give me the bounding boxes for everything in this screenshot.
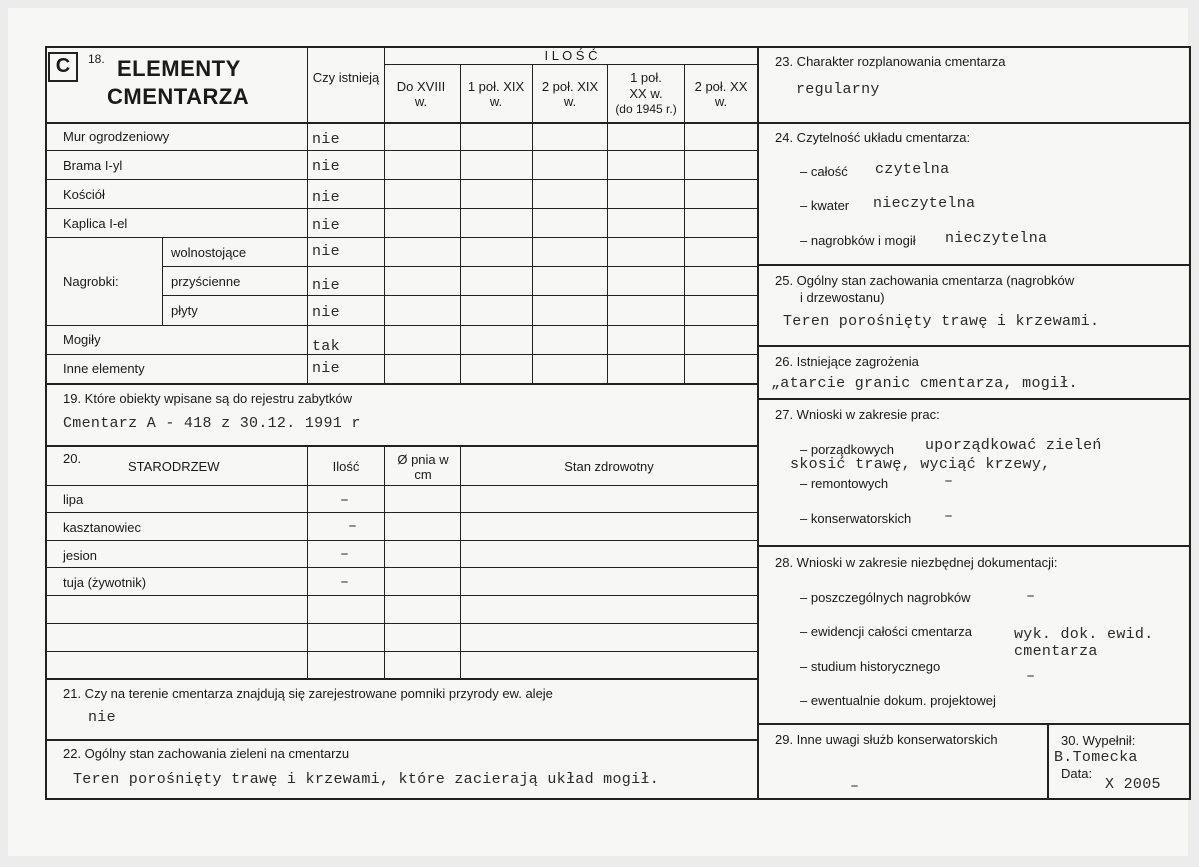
grid-line: [532, 64, 533, 384]
s26-value: „atarcie granic cmentarza, mogił.: [771, 375, 1078, 392]
s29-label: 29. Inne uwagi służb konserwatorskich: [775, 732, 998, 747]
grid-line: [758, 264, 1191, 266]
row-value: nie: [312, 189, 340, 206]
s24-label: 24. Czytelność układu cmentarza:: [775, 130, 971, 145]
s28-value-2b: cmentarza: [1014, 643, 1098, 660]
nagrobki-label: Nagrobki:: [63, 274, 119, 289]
s19-value: Cmentarz A - 418 z 30.12. 1991 r: [63, 415, 361, 432]
row-label: Mur ogrodzeniowy: [63, 129, 170, 144]
s30-date-label: Data:: [1061, 766, 1093, 781]
grid-line: [45, 325, 758, 326]
grid-line: [45, 383, 758, 385]
s24-item-label: – nagrobków i mogił: [800, 233, 916, 248]
grid-line: [45, 623, 758, 624]
row-value: tak: [312, 338, 340, 355]
grid-line: [162, 295, 758, 296]
ilosc-header: I L O Ś Ć: [544, 48, 598, 63]
grid-line: [384, 46, 385, 384]
row-value: nie: [312, 277, 340, 294]
s25-label-2: i drzewostanu): [800, 290, 885, 305]
section-letter-box: [48, 52, 78, 82]
tree-qty: –: [340, 492, 350, 509]
section-letter: C: [55, 55, 71, 77]
s24-item-value: czytelna: [875, 161, 950, 178]
grid-line: [45, 485, 758, 486]
grid-line: [45, 540, 758, 541]
grid-line: [45, 150, 758, 151]
tree-qty: –: [348, 518, 358, 535]
col-header-2xix: 2 poł. XIX w.: [541, 79, 599, 109]
s28-item-3: – studium historycznego: [800, 659, 941, 674]
s20-diam-header: Ø pnia w cm: [397, 452, 449, 482]
s27-item-2: – remontowych: [800, 476, 889, 491]
s28-value-3: –: [1026, 668, 1036, 685]
col-header-1xix: 1 poł. XIX w.: [467, 79, 525, 109]
grid-line: [45, 354, 758, 355]
row-value: nie: [312, 217, 340, 234]
frame-left: [45, 46, 47, 800]
s18-title-1: ELEMENTY: [117, 56, 241, 81]
s27-value-2: –: [944, 473, 954, 490]
tree-name: kasztanowiec: [63, 520, 142, 535]
row-value: nie: [312, 158, 340, 175]
row-value: nie: [312, 304, 340, 321]
grid-line: [162, 238, 163, 326]
row-label: płyty: [171, 303, 198, 318]
s28-item-1: – poszczególnych nagrobków: [800, 590, 971, 605]
s28-item-4: – ewentualnie dokum. projektowej: [800, 693, 996, 708]
s22-label: 22. Ogólny stan zachowania zieleni na cmentarzu: [63, 746, 350, 761]
grid-line: [384, 446, 385, 679]
s27-value-1b: skosić trawę, wyciąć krzewy,: [790, 456, 1051, 473]
divider-main: [757, 46, 759, 800]
grid-line: [460, 64, 461, 384]
row-label: Kościół: [63, 187, 105, 202]
s22-value: Teren porośnięty trawę i krzewami, które zacierają układ mogił.: [73, 771, 659, 788]
s30-name: B.Tomecka: [1054, 749, 1138, 766]
document-card: [8, 8, 1188, 856]
s19-label: 19. Które obiekty wpisane są do rejestru zabytków: [63, 391, 353, 406]
grid-line: [307, 46, 308, 384]
s29-value: –: [850, 778, 860, 795]
grid-line: [684, 64, 685, 384]
s20-title: STARODRZEW: [128, 459, 220, 474]
frame-right: [1189, 46, 1191, 800]
col-header-1xx-a: 1 poł.: [630, 70, 662, 85]
row-value: nie: [312, 243, 340, 260]
tree-name: jesion: [63, 548, 97, 563]
tree-qty: –: [340, 574, 350, 591]
s20-health-header: Stan zdrowotny: [564, 459, 654, 474]
grid-line: [45, 179, 758, 180]
s20-qty-header: Ilość: [332, 459, 360, 474]
col-header-2xx: 2 poł. XX w.: [694, 79, 748, 109]
s27-label: 27. Wnioski w zakresie prac:: [775, 407, 940, 422]
s28-item-2: – ewidencji całości cmentarza: [800, 624, 972, 639]
grid-line: [45, 208, 758, 209]
grid-line: [384, 64, 758, 65]
grid-line: [758, 545, 1191, 547]
row-label: Kaplica I-el: [63, 216, 128, 231]
frame-bottom: [45, 798, 1191, 800]
s24-item-value: nieczytelna: [873, 195, 976, 212]
s21-value: nie: [88, 709, 116, 726]
grid-line: [162, 266, 758, 267]
grid-line: [1047, 723, 1049, 800]
grid-line: [460, 446, 461, 679]
s27-item-3: – konserwatorskich: [800, 511, 912, 526]
tree-name: lipa: [63, 492, 84, 507]
col-header-1xx-c: (do 1945 r.): [615, 102, 677, 116]
s25-label-1: 25. Ogólny stan zachowania cmentarza (nagrobków: [775, 273, 1075, 288]
col-header-1xx-b: XX w.: [629, 86, 663, 101]
s18-title-2: CMENTARZA: [107, 84, 250, 109]
row-label: wolnostojące: [171, 245, 247, 260]
s24-item-label: – kwater: [800, 198, 850, 213]
grid-line: [45, 739, 758, 741]
grid-line: [45, 651, 758, 652]
row-label: przyścienne: [171, 274, 241, 289]
grid-line: [45, 567, 758, 568]
grid-line: [45, 595, 758, 596]
row-value: nie: [312, 131, 340, 148]
row-label: Brama I-yl: [63, 158, 123, 173]
s30-label: 30. Wypełnił:: [1061, 733, 1136, 748]
grid-line: [45, 678, 758, 680]
grid-line: [758, 398, 1191, 400]
s25-value: Teren porośnięty trawę i krzewami.: [783, 313, 1100, 330]
s28-label: 28. Wnioski w zakresie niezbędnej dokumentacji:: [775, 555, 1058, 570]
grid-line: [758, 345, 1191, 347]
s30-date: X 2005: [1105, 776, 1161, 793]
s27-value-3: –: [944, 508, 954, 525]
grid-line: [45, 237, 758, 238]
s28-value-1: –: [1026, 588, 1036, 605]
tree-name: tuja (żywotnik): [63, 575, 147, 590]
row-value: nie: [312, 360, 340, 377]
s20-number: 20.: [63, 451, 82, 466]
grid-line: [45, 512, 758, 513]
s24-item-value: nieczytelna: [945, 230, 1048, 247]
tree-qty: –: [340, 546, 350, 563]
grid-line: [758, 723, 1191, 725]
s28-value-2a: wyk. dok. ewid.: [1014, 626, 1154, 643]
s27-value-1a: uporządkować zieleń: [925, 437, 1102, 454]
s23-label: 23. Charakter rozplanowania cmentarza: [775, 54, 1006, 69]
s18-number: 18.: [88, 52, 105, 66]
s23-value: regularny: [796, 81, 880, 98]
row-label: Inne elementy: [63, 361, 145, 376]
grid-line: [45, 122, 758, 124]
row-label: Mogiły: [63, 332, 101, 347]
grid-line: [45, 445, 758, 447]
s26-label: 26. Istniejące zagrożenia: [775, 354, 919, 369]
col-header-xviii: Do XVIII w.: [396, 79, 446, 109]
s21-label: 21. Czy na terenie cmentarza znajdują się zarejestrowane pomniki przyrody ew. aleje: [63, 686, 553, 701]
col-exists-header: Czy istnieją: [312, 70, 380, 85]
s27-item-1: – porządkowych: [800, 442, 894, 457]
grid-line: [307, 446, 308, 679]
grid-line: [758, 122, 1191, 124]
s24-item-label: – całość: [800, 164, 848, 179]
